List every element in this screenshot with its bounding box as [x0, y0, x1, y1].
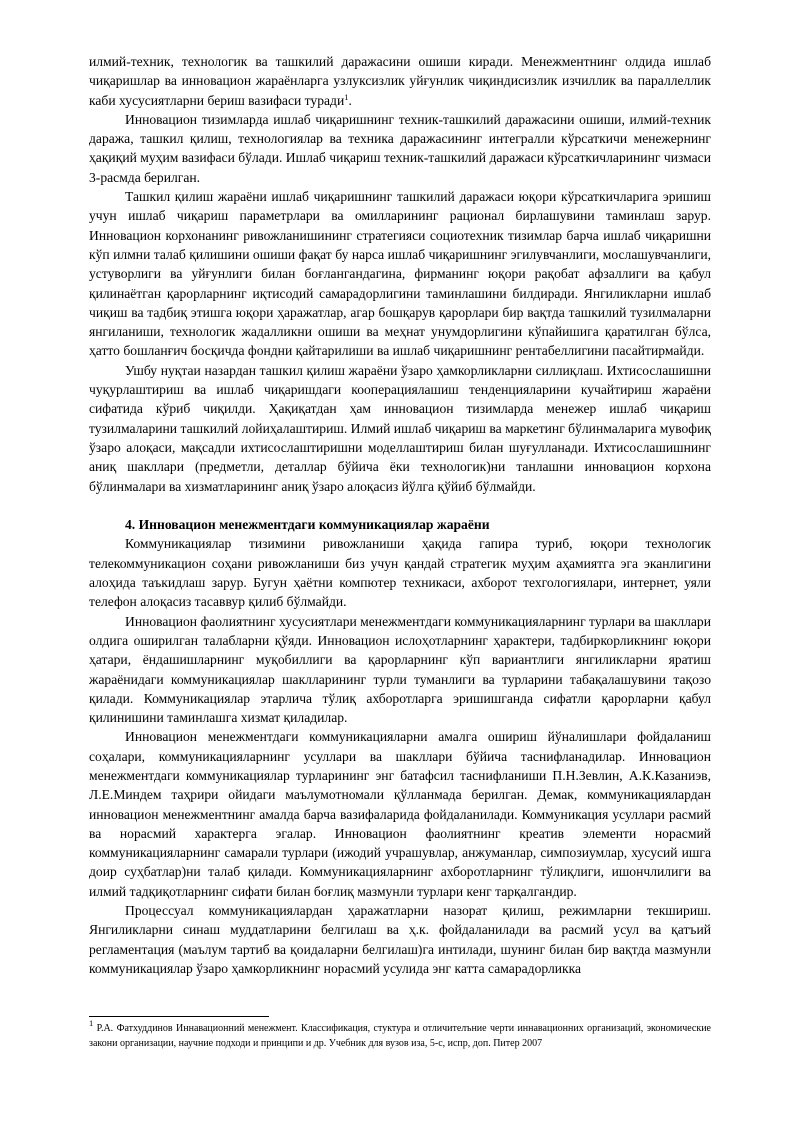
paragraph-7: Инновацион менежментдаги коммуникацияларни амалга ошириш йўналишлари фойдаланиш соҳалари, коммуникацияларнинг усуллари ва шакллари бўйича таснифланадилар. Инновацион менежментдаги коммуникациялар турларининг энг батафсил таснифланиши П.Н.Зевлин, А.К.Казаниэв, Л.Е.Миндем таҳрири ойидаги маълумотномали қўлланмада берилган. Демак, коммуникациялардан инновацион менежментнинг амалда барча вазифаларида фойдаланилади. Коммуникация усуллари расмий ва норасмий характерга эгалар. Инновацион фаолиятнинг креатив элементи норасмий коммуникацияларнинг самарали турлари (ижодий учрашувлар, анжуманлар, симпозиумлар, хусусий ишга доир суҳбатлар)ни талаб қилади. Коммуникацияларнинг ахборотларнинг тўлиқлиги, ишончлилиги ва илмий тадқиқотларнинг сифати билан боғлиқ мазмунли турлари кенг тарқалгандир.: [89, 729, 711, 899]
footnote-text: Р.А. Фатхуддинов Иннавационний менежмент. Классификация, стуктура и отличителъние черти иннавационних организаций, экономические закони организации, научние подходи и принципи и др. Учебник для вузов иза, 5-с, испр, доп. Питер 2007: [89, 1023, 711, 1049]
paragraph-8: Процессуал коммуникациялардан ҳаражатларни назорат қилиш, режимларни текшириш. Янгиликларни синаш муддатларини белгилаш ва ҳ.к. фойдаланилади ва расмий усул ва қатъий регламентация (маълум тартиб ва қоидаларни белгилаш)га интилади, шунинг билан бир вақтда мазмунли коммуникациялар ўзаро ҳамкорликнинг норасмий усулида энг катта самарадорликка: [89, 903, 711, 976]
paragraph-2: Инновацион тизимларда ишлаб чиқаришнинг техник-ташкилий даражасини ошиши, илмий-техник даража, ташкил қилиш, технологиялар ва техника даражасининг интегралли кўрсаткичи менежернинг ҳақиқий муҳим вазифаси бўлади. Ишлаб чиқариш техник-ташкилий даражаси кўрсаткичларининг чизмаси 3-расмда берилган.: [89, 111, 711, 185]
footnote-reference: 1: [344, 91, 349, 102]
paragraph-5: Коммуникациялар тизимини ривожланиши ҳақида гапира туриб, юқори технологик телекоммуникацион соҳани ривожланиши биз учун қандай стратегик муҳим аҳамиятга эга эканлигини алоҳида таъкидлаш зарур. Бугун ҳаётни компютер техникаси, ахборот техгологиялари, интернет, уяли телефон алоқасиз тасаввур қилиб бўлмайди.: [89, 536, 711, 610]
footnote-entry: [89, 1018, 711, 1051]
footnote-mark: 1: [89, 1018, 94, 1028]
footnote-separator: [89, 1016, 269, 1017]
section-heading: 4. Инновацион менежментдаги коммуникациялар жараёни: [125, 517, 490, 533]
paragraph-6: Инновацион фаолиятнинг хусусиятлари менежментдаги коммуникацияларнинг турлари ва шакллари олдига оширилган талабларни қўяди. Инновацион ислоҳотларнинг ҳарактери, тадбиркорликнинг юқори ҳатари, ёндашишларнинг муқобиллиги ва қарорларнинг кўп вариантлиги янгиликларни яратиш жараёнидаги коммуникациялар шаклларининг турли туманлиги ва турларини табақалашувини тақозо қилади. Коммуникациялар этарлича тўлиқ ахборотларга эришишганда сифатли қарорларни қабул қилинишини таминлашга хизмат қиладилар.: [89, 613, 711, 726]
footnote: [89, 1018, 711, 1051]
paragraph-3: Ташкил қилиш жараёни ишлаб чиқаришнинг ташкилий даражаси юқори кўрсаткичларига эришиш учун ишлаб чиқариш параметрлари ва омилларининг рационал бирлашувини таминлаш зарур. Инновацион корхонанинг ривожланишининг стратегияси социотехник тизимлар барча ишлаб чиқаришни кўп илмни талаб қилишини ошиши фақат бу нарса ишлаб чиқаришнинг эгилувчанлиги, мослашувчанлиги, устуворлиги ва уйғунлиги билан боғлангандагина, фирманинг юқори рақобат афзаллиги ва қабул қилинаётган қарорларнинг иқтисодий самарадорлигини таминлашини билдиради. Янгиликларни ишлаб чиқиш ва тадбиқ этишга юқори ҳаражатлар, агар бошқарув қарорлари бир вақтда ташкилий тузилмаларни янгиланиши, технологик жадалликни ошиши ва меҳнат унумдорлигини кўпайишига қаратилган бўлса, ҳатто бошланғич босқичда фондни қайтарилиши ва ишлаб чиқаришнинг рентабеллигини пасайтирмайди.: [89, 189, 711, 359]
paragraph-1: [89, 52, 711, 110]
paragraph-4: Ушбу нуқтаи назардан ташкил қилиш жараёни ўзаро ҳамкорликларни силлиқлаш. Ихтисослашишни чуқурлаштириш ва ишлаб чиқаришдаги кооперациялашиш тенденцияларини кучайтириш жараёни сифатида кўриб чиқилди. Ҳақиқатдан ҳам инновацион тизимларда менежер ишлаб чиқариш тузилмаларини ташкилий лойиҳалаштириш. Илмий ишлаб чиқариш ва маркетинг бўлинмаларига мувофиқ ўзаро алоқаси, мақсадли ихтисослаштиришни моделлаштириш билан шуғулланади. Ихтисослашишнинг аниқ шакллари (предметли, деталлар бўйича ёки технологик)ни танлашни инновацион корхона бўлинмалари ва хизматларининг аниқ ўзаро алоқасиз йўлга қўйиб бўлмайди.: [89, 362, 711, 494]
body-text: [89, 52, 711, 978]
paragraph-1-text: илмий-техник, технологик ва ташкилий даражасини ошиши киради. Менежментнинг олдида ишлаб чиқаришлар ва инновацион жараёнларга узлуксизлик уйғунлик чиқиндисизлик изчиллик ва параллеллик каби хусусиятларни бериш вазифаси туради: [89, 54, 711, 108]
paragraph-1-tail: .: [348, 92, 352, 108]
